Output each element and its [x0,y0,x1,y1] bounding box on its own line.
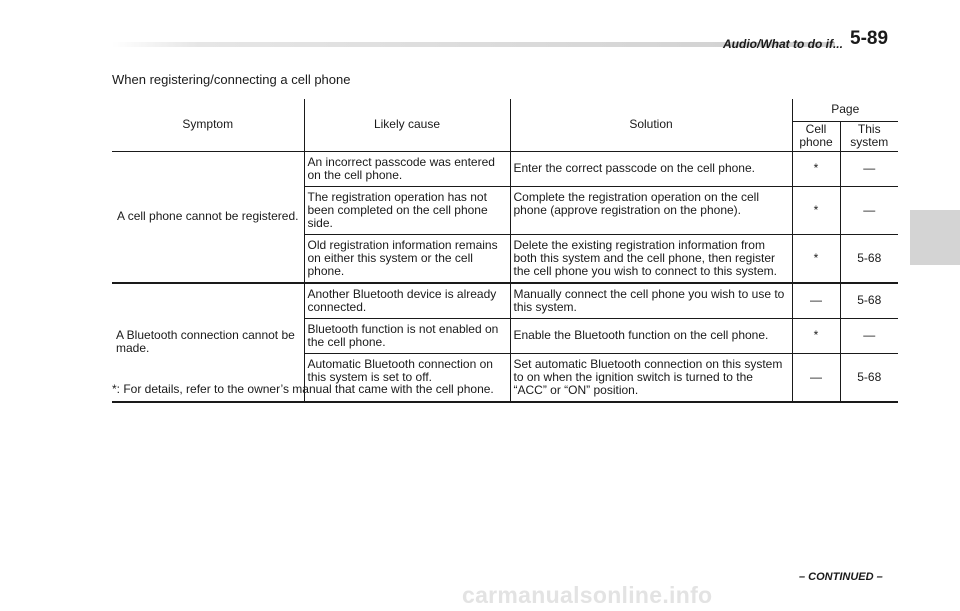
footnote: *: For details, refer to the owner’s manual that came with the cell phone. [112,382,494,396]
this-system-page: 5-68 [840,353,898,402]
this-system-page: 5-68 [840,283,898,319]
header-symptom: Symptom [112,99,304,151]
cell-phone-page: * [792,186,840,234]
cause-cell: Automatic Bluetooth connection on this system is set to off. [304,353,510,402]
header-this-system: This system [840,121,898,151]
header-solution: Solution [510,99,792,151]
this-system-page: — [840,151,898,186]
symptom-cell: A Bluetooth connection cannot be made. [112,283,304,402]
cause-cell: The registration operation has not been completed on the cell phone side. [304,186,510,234]
cell-phone-page: — [792,283,840,319]
this-system-page: — [840,186,898,234]
troubleshooting-table [112,99,898,403]
solution-cell: Complete the registration operation on the cell phone (approve registration on the phone). [510,186,792,234]
symptom-cell: A cell phone cannot be registered. [112,151,304,283]
chapter-side-tab [910,210,960,265]
cell-phone-page: * [792,151,840,186]
section-title: When registering/connecting a cell phone [112,72,351,87]
watermark: carmanualsonline.info [462,582,713,608]
table-row [112,283,898,319]
cause-cell: Another Bluetooth device is already connected. [304,283,510,319]
solution-cell: Enter the correct passcode on the cell phone. [510,151,792,186]
cell-phone-page: — [792,353,840,402]
cell-phone-page: * [792,234,840,283]
cause-cell: Old registration information remains on either this system or the cell phone. [304,234,510,283]
solution-cell: Set automatic Bluetooth connection on this system to on when the ignition switch is turned to the “ACC” or “ON” position. [510,353,792,402]
header-page: Page [792,99,898,121]
solution-cell: Delete the existing registration information from both this system and the cell phone, then register the cell phone you wish to connect to this system. [510,234,792,283]
this-system-page: — [840,318,898,353]
cell-phone-page: * [792,318,840,353]
header-cell-phone: Cell phone [792,121,840,151]
page-number: 5-89 [850,28,889,49]
solution-cell: Manually connect the cell phone you wish to use to this system. [510,283,792,319]
cause-cell: Bluetooth function is not enabled on the cell phone. [304,318,510,353]
header-section-title: Audio/What to do if... [723,37,843,51]
header-likely-cause: Likely cause [304,99,510,151]
continued-label: – CONTINUED – [799,571,883,583]
cause-cell: An incorrect passcode was entered on the cell phone. [304,151,510,186]
solution-cell: Enable the Bluetooth function on the cell phone. [510,318,792,353]
this-system-page: 5-68 [840,234,898,283]
table-row [112,151,898,186]
